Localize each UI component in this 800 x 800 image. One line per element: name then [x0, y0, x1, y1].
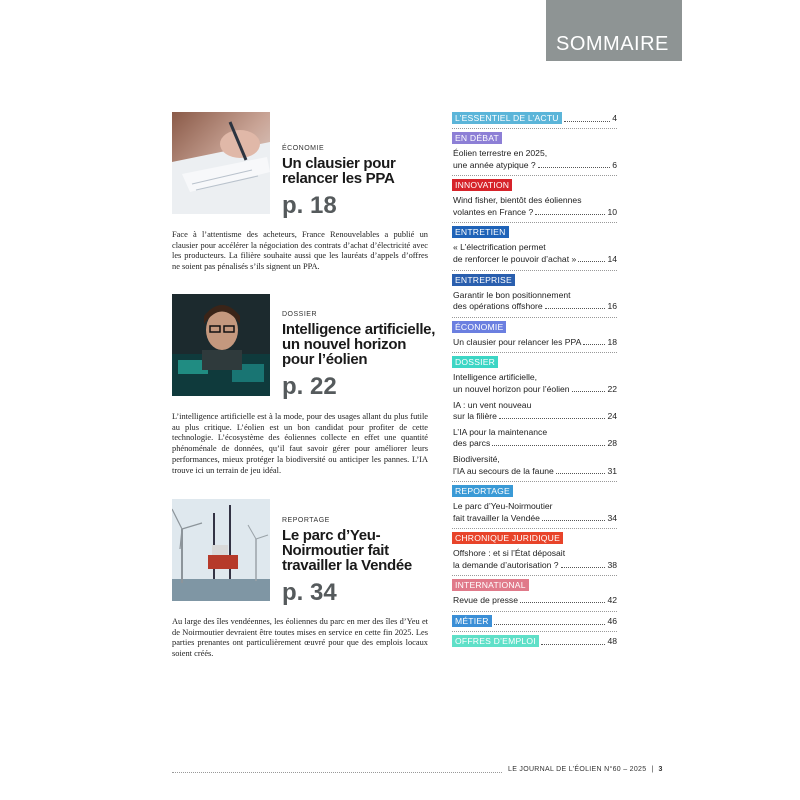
toc-entry-row	[453, 466, 617, 478]
leader-dots	[564, 121, 611, 122]
toc-section	[452, 179, 617, 223]
toc-entry[interactable]	[452, 595, 617, 607]
toc-section-header	[452, 532, 617, 544]
toc-entry[interactable]	[452, 148, 617, 171]
toc-entry-line: des parcs	[453, 438, 491, 449]
toc-section	[452, 356, 617, 482]
toc-separator	[452, 631, 617, 632]
toc-entry-row	[453, 513, 617, 525]
article-summary: L’intelligence artificielle est à la mode, pour des usages allant du plus futile au plus critique. L’éolien est un bon candidat pour profiter de cette technologie. L’écosystème des éoliennes collecte en effet une quantité phénoménale de données, qu’il faut savoir gérer pour améliorer leurs performances, mieux protéger la biodiversité ou anticiper les pannes. L’IA trouve ici un terrain de jeu idéal.	[172, 412, 428, 475]
toc-entry-line: Revue de presse	[453, 595, 518, 606]
toc-section-header	[452, 226, 617, 238]
toc-entry-line: Éolien terrestre en 2025,	[453, 148, 548, 158]
toc-section-header	[452, 579, 617, 591]
article-head	[282, 145, 442, 220]
toc-section-label[interactable]: DOSSIER	[452, 356, 498, 368]
toc-entry-row	[453, 337, 617, 349]
toc-page-number: 16	[607, 301, 617, 312]
toc-page-number: 24	[607, 411, 617, 422]
toc-section-label[interactable]: EN DÉBAT	[452, 132, 502, 144]
toc-entry-line: L’IA pour la maintenance	[453, 426, 548, 437]
toc-entry-row	[453, 254, 617, 266]
article-title[interactable]: Le parc d’Yeu-Noirmoutier fait travailler la Vendée	[282, 527, 412, 574]
toc-entry-line: Le parc d’Yeu-Noirmoutier	[453, 501, 553, 512]
toc-entry-row	[453, 384, 617, 396]
article-image-ai-engineer	[172, 294, 270, 396]
leader-dots	[494, 624, 606, 625]
toc-entry-line: volantes en France ?	[453, 206, 534, 217]
leader-dots	[545, 308, 606, 309]
article-image-offshore-park	[172, 499, 270, 601]
toc-page-number: 48	[607, 636, 617, 647]
toc-entry[interactable]	[452, 242, 617, 265]
toc-entry-line: de renforcer le pouvoir d’achat »	[453, 253, 577, 264]
toc-section-header	[452, 635, 617, 647]
toc-separator	[452, 222, 617, 223]
toc-section	[452, 112, 617, 129]
toc-page-number: 22	[607, 383, 617, 394]
toc-section	[452, 579, 617, 612]
toc-section-label[interactable]: ENTREPRISE	[452, 274, 515, 286]
toc-separator	[452, 611, 617, 612]
toc-section	[452, 321, 617, 354]
leader-dots	[542, 520, 605, 521]
toc-section-label[interactable]: OFFRES D’EMPLOI	[452, 635, 539, 647]
toc-separator	[452, 317, 617, 318]
toc-page-number: 10	[607, 206, 617, 217]
footer: LE JOURNAL DE L’ÉOLIEN N°60 – 2025 | 3	[508, 766, 663, 773]
toc-page-number: 46	[607, 616, 617, 627]
leader-dots	[578, 261, 605, 262]
toc-section-label[interactable]: L’ESSENTIEL DE L’ACTU	[452, 112, 562, 124]
toc-page-number: 34	[607, 512, 617, 523]
toc-section-header	[452, 615, 617, 627]
leader-dots	[535, 214, 605, 215]
article-image-contract	[172, 112, 270, 214]
toc-page-number: 6	[612, 159, 617, 170]
footer-journal: LE JOURNAL DE L’ÉOLIEN N°60 – 2025	[508, 766, 647, 773]
toc-entry-line: sur la filière	[453, 411, 497, 422]
article-title[interactable]: Un clausier pour relancer les PPA	[282, 155, 396, 187]
toc-separator	[452, 175, 617, 176]
toc-section	[452, 635, 617, 647]
toc-section-label[interactable]: INTERNATIONAL	[452, 579, 529, 591]
toc-entry-line: des opérations offshore	[453, 301, 543, 312]
leader-dots	[499, 418, 605, 419]
toc-entry-line: Un clausier pour relancer les PPA	[453, 336, 582, 347]
toc-entry-line: la demande d’autorisation ?	[453, 559, 559, 570]
toc-separator	[452, 481, 617, 482]
toc-entry[interactable]	[452, 290, 617, 313]
toc-entry-row	[453, 160, 617, 172]
leader-dots	[561, 567, 606, 568]
toc-section	[452, 226, 617, 270]
toc-entry-line: fait travailler la Vendée	[453, 512, 540, 523]
toc-entry-row	[453, 411, 617, 423]
article-head	[282, 517, 442, 607]
leader-dots	[572, 391, 606, 392]
toc-section-label[interactable]: INNOVATION	[452, 179, 512, 191]
toc-entry[interactable]	[452, 372, 617, 395]
toc-section-label[interactable]: MÉTIER	[452, 615, 492, 627]
leader-dots	[520, 602, 605, 603]
toc-separator	[452, 575, 617, 576]
toc-section-header	[452, 132, 617, 144]
toc-page-number: 14	[607, 253, 617, 264]
toc-section-header	[452, 485, 617, 497]
toc-entry[interactable]	[452, 400, 617, 423]
sommaire-header-tab	[546, 0, 682, 61]
leader-dots	[538, 167, 611, 168]
toc-section	[452, 615, 617, 632]
table-of-contents	[452, 112, 617, 647]
toc-separator	[452, 128, 617, 129]
toc-section-header	[452, 356, 617, 368]
toc-page-number: 4	[612, 113, 617, 123]
toc-section	[452, 532, 617, 576]
article-page-number: p. 22	[282, 373, 337, 400]
toc-page-number: 42	[607, 595, 617, 606]
toc-page-number: 31	[607, 465, 617, 476]
leader-dots	[583, 344, 605, 345]
footer-rule	[172, 772, 502, 773]
toc-section-header	[452, 274, 617, 286]
article-summary: Face à l’attentisme des acheteurs, France Renouvelables a publié un clausier pour accélérer la négociation des contrats d’achat d’électricité avec les producteurs. La filière souhaite aussi que les lauréats d’appels d’offres ne soient pas pénalisés s’ils signent un PPA.	[172, 230, 428, 272]
toc-entry-line: « L’électrification permet	[453, 242, 546, 253]
toc-section-label[interactable]: REPORTAGE	[452, 485, 513, 497]
article-summary: Au large des îles vendéennes, les éoliennes du parc en mer des îles d’Yeu et de Noirmoutier devraient être toutes mises en service en cette fin 2025. Les parties prenantes ont particulièrement œuvré pour que des emplois locaux soient créés.	[172, 617, 428, 659]
toc-section	[452, 274, 617, 318]
article-rubric: ÉCONOMIE	[282, 145, 325, 152]
toc-entry-line: Offshore : et si l’État déposait	[453, 548, 566, 559]
footer-page-number: 3	[658, 766, 663, 773]
article-rubric: REPORTAGE	[282, 517, 330, 524]
toc-section-header	[452, 112, 617, 124]
toc-page-number: 18	[607, 336, 617, 347]
toc-entry-row	[453, 595, 617, 607]
toc-entry-line: l’IA au secours de la faune	[453, 465, 554, 476]
article-page-number: p. 34	[282, 579, 337, 606]
toc-section-label[interactable]: CHRONIQUE JURIDIQUE	[452, 532, 563, 544]
toc-page-number: 38	[607, 559, 617, 570]
toc-entry[interactable]	[452, 195, 617, 218]
toc-section	[452, 485, 617, 529]
toc-entry-row	[453, 207, 617, 219]
toc-entry-line: une année atypique ?	[453, 159, 536, 170]
toc-separator	[452, 528, 617, 529]
toc-separator	[452, 270, 617, 271]
toc-section-label[interactable]: ÉCONOMIE	[452, 321, 506, 333]
toc-section-label[interactable]: ENTRETIEN	[452, 226, 509, 238]
article-page-number: p. 18	[282, 192, 337, 219]
leader-dots	[541, 644, 606, 645]
toc-entry-row	[453, 560, 617, 572]
article-title[interactable]: Intelligence artificielle, un nouvel horizon pour l’éolien	[282, 321, 436, 368]
leader-dots	[492, 445, 605, 446]
toc-section-header	[452, 321, 617, 333]
toc-entry-line: Intelligence artificielle,	[453, 372, 538, 383]
toc-entry[interactable]	[452, 337, 617, 349]
article-head	[282, 311, 442, 401]
toc-page-number: 28	[607, 438, 617, 449]
toc-entry-line: Wind fisher, bientôt des éoliennes	[453, 195, 582, 206]
toc-entry-line: IA : un vent nouveau	[453, 399, 532, 410]
page-title: SOMMAIRE	[556, 33, 669, 55]
leader-dots	[556, 473, 606, 474]
toc-entry-line: un nouvel horizon pour l’éolien	[453, 383, 570, 394]
toc-section	[452, 132, 617, 176]
toc-entry[interactable]	[452, 548, 617, 571]
toc-entry-row	[453, 438, 617, 450]
toc-entry-line: Biodiversité,	[453, 453, 500, 464]
toc-entry[interactable]	[452, 501, 617, 524]
toc-entry-row	[453, 301, 617, 313]
toc-entry[interactable]	[452, 427, 617, 450]
toc-separator	[452, 352, 617, 353]
toc-entry-line: Garantir le bon positionnement	[453, 289, 571, 300]
toc-entry[interactable]	[452, 454, 617, 477]
article-rubric: DOSSIER	[282, 311, 318, 318]
toc-section-header	[452, 179, 617, 191]
